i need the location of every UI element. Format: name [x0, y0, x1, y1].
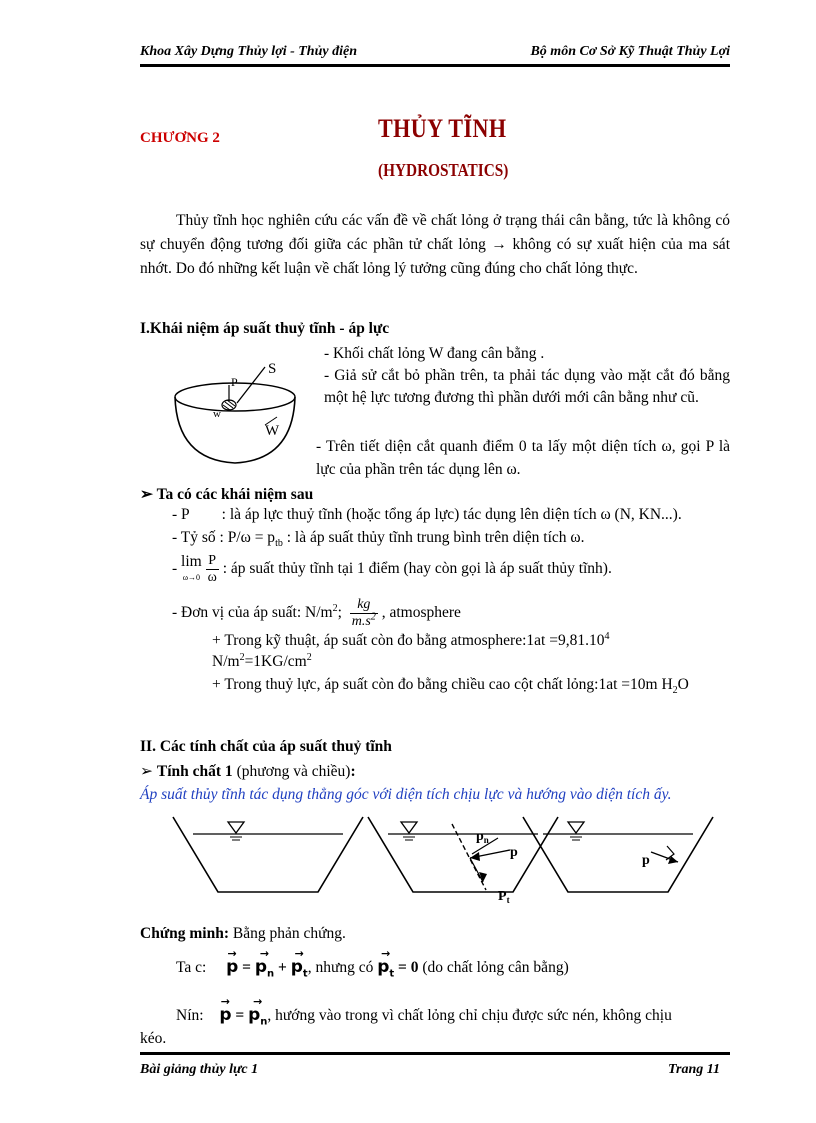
property1-line: ➢ Tính chất 1 (phương và chiều): — [140, 763, 356, 780]
label-w-big: W — [265, 423, 280, 439]
concept-ratio: - Tỷ số : $P/\omega = p_{tb}$ : là áp suất thủy tĩnh trung bình trên diện tích ω. — [172, 529, 585, 550]
equation-2-wrap: kéo. — [140, 1030, 167, 1047]
header-right: Bộ môn Cơ Sở Kỹ Thuật Thủy Lợi — [530, 44, 730, 59]
water-level-icon — [568, 822, 584, 833]
fig-text-3: - Trên tiết diện cắt quanh điểm 0 ta lấy một diện tích ω, gọi P là lực của phần trên tác dụng lên ω. — [316, 438, 730, 478]
concept-units: - Đơn vị của áp suất: $N/m^2$; $\frac{kg}{m.s^2}$ , atmosphere — [172, 597, 461, 629]
concept-hydraulic: + Trong thuỷ lực, áp suất còn đo bằng chiều cao cột chất lỏng:1at =10m $H_2O$ — [212, 676, 689, 697]
bowl-figure — [165, 355, 315, 470]
page-number: Trang 11 — [668, 1062, 720, 1077]
fig-text-1: - Khối chất lỏng W đang cân bằng . — [324, 345, 545, 362]
label-p: P — [231, 375, 238, 389]
equation-2: Nín: → p = → $p_n$, hướng vào trong vì chất lỏng chỉ chịu được sức nén, không chịu — [176, 1003, 730, 1028]
svg-text:pn: $p_n$ — [476, 829, 489, 845]
force-pt — [470, 858, 483, 882]
water-level-icon — [401, 822, 417, 833]
header-left: Khoa Xây Dựng Thủy lợi - Thủy điện — [140, 44, 357, 59]
footer-rule — [140, 1052, 730, 1055]
concept-tech: + Trong kỹ thuật, áp suất còn đo bằng atmosphere:1at $=9,81.10^4$ — [212, 630, 610, 649]
header-rule — [140, 64, 730, 67]
label-s: S — [268, 361, 277, 377]
concepts-heading: ➢ Ta có các khái niệm sau — [140, 486, 314, 503]
containers-figure — [168, 812, 718, 907]
svg-text:Pt: $P_t$ — [498, 889, 510, 905]
svg-text:p: p — [510, 845, 518, 860]
concept-tech-2: $N/m^2=1KG/cm^2$ — [212, 651, 312, 670]
chapter-title: THỦY TĨNH — [378, 114, 507, 143]
intro-paragraph: Thủy tĩnh học nghiên cứu các vấn đề về chất lỏng ở trạng thái cân bằng, tức là không có sự chuyển động tương đối giữa các phần tử chất lỏng → không có sự xuất hiện của ma sát nhớt. Do đó những kết luận về chất lỏng lý tưởng cũng đúng cho chất lỏng thực. — [140, 212, 730, 277]
equation-1: Ta c: → p = → $p_n$ + → $p_t$, nhưng có → $p_t = 0$ (do chất lỏng cân bằng) — [176, 955, 569, 980]
water-level-icon — [228, 822, 244, 833]
property1-statement: Áp suất thủy tĩnh tác dụng thẳng góc với diện tích chịu lực và hướng vào diện tích ấy. — [140, 786, 672, 803]
section1-heading: I.Khái niệm áp suất thuỷ tĩnh - áp lực — [140, 320, 390, 337]
section2-heading: II. Các tính chất của áp suất thuỷ tĩnh — [140, 738, 392, 755]
chapter-subtitle: (HYDROSTATICS) — [378, 160, 509, 180]
container-1 — [173, 817, 363, 892]
concept-p: - P : là áp lực thuỷ tĩnh (hoặc tổng áp lực) tác dụng lên diện tích ω (N, KN...). — [172, 506, 682, 523]
chapter-label: CHƯƠNG 2 — [140, 130, 220, 146]
svg-text:p: p — [642, 853, 650, 868]
footer-left: Bài giảng thủy lực 1 — [140, 1062, 259, 1077]
fig-text-2: - Giả sử cắt bỏ phần trên, ta phải tác dụng vào mặt cắt đó bằng một hệ lực tương đương thì phần dưới mới cân bằng như cũ. — [324, 367, 730, 406]
concept-limit: - lim ω→0 $\frac{P}{\omega}$ : áp suất thủy tĩnh tại 1 điểm (hay còn gọi là áp suất thủy tĩnh). — [172, 552, 612, 585]
label-w-small: w — [213, 408, 221, 420]
proof-line: Chứng minh: Bằng phản chứng. — [140, 925, 346, 942]
